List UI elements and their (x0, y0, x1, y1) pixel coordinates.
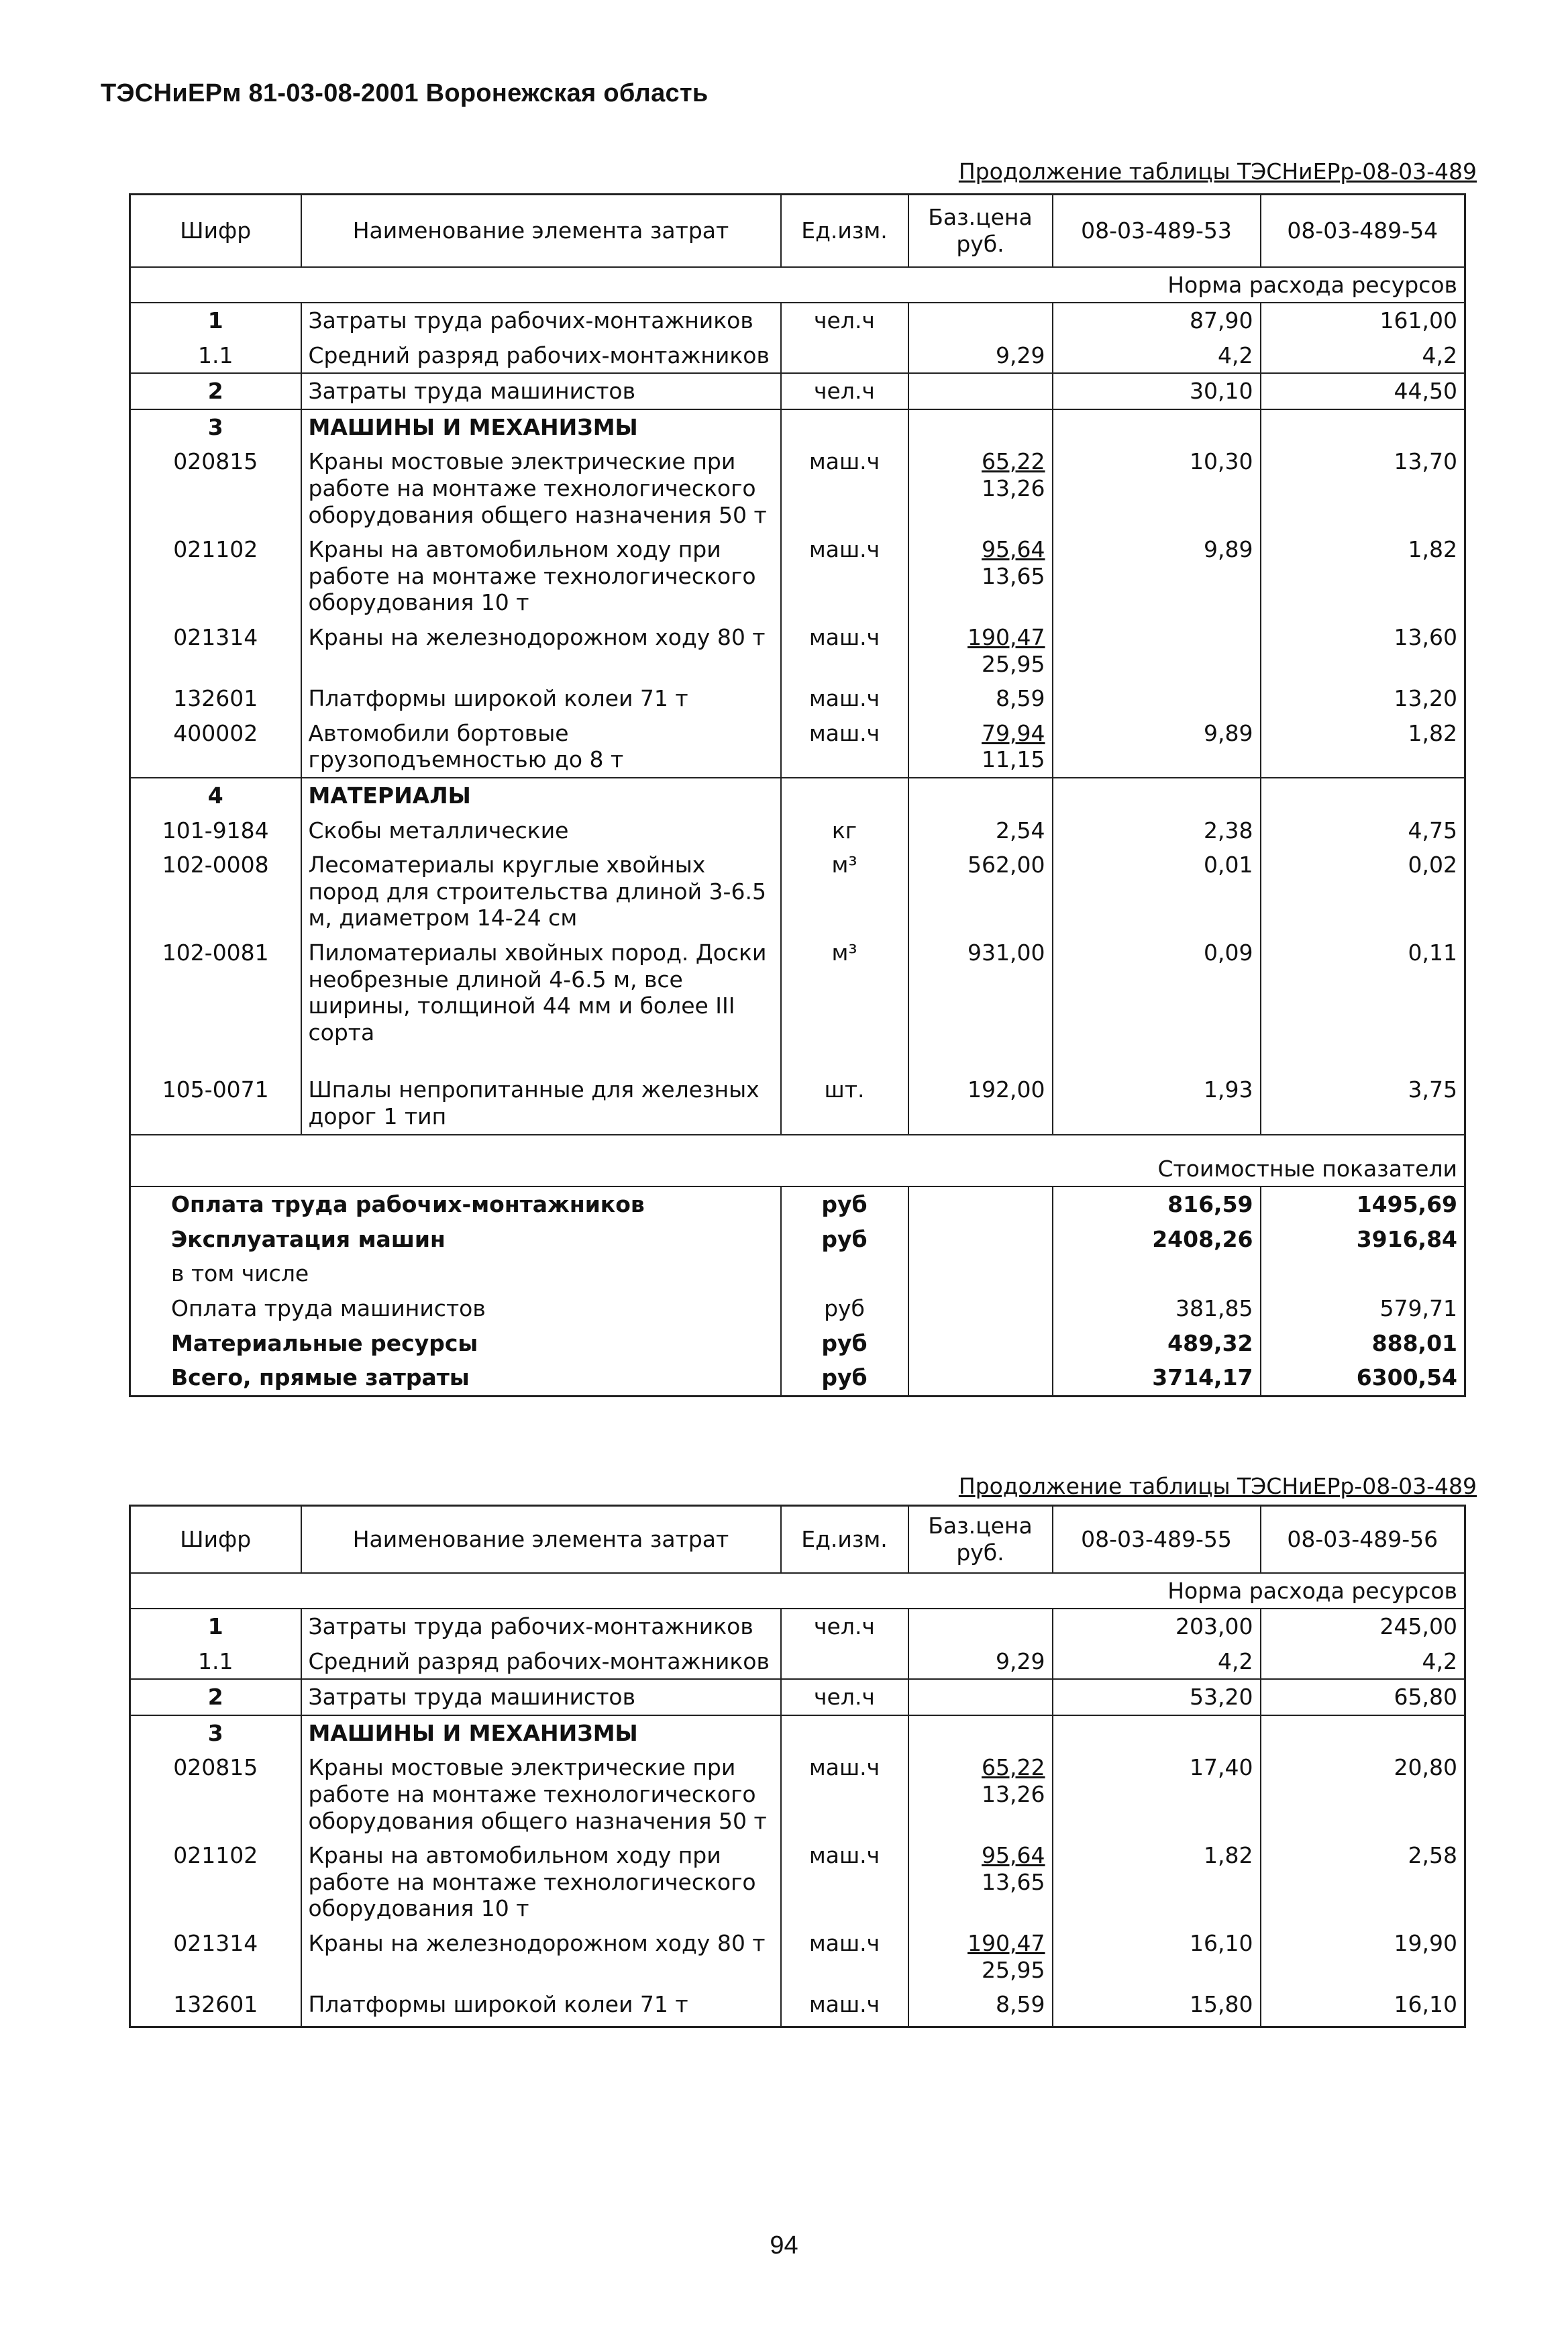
cell-unit: маш.ч (781, 716, 908, 778)
cell-value-a: 9,89 (1053, 716, 1261, 778)
cell-value-a: 53,20 (1053, 1679, 1261, 1715)
cell-code: 2 (130, 373, 301, 409)
cell-name: Платформы широкой колеи 71 т (301, 1987, 781, 2027)
cell-price (908, 620, 1053, 681)
summary-value-b: 579,71 (1261, 1291, 1465, 1326)
summary-row (130, 1186, 1465, 1222)
cell-code: 021314 (173, 624, 258, 651)
cell-value-b: 245,00 (1261, 1609, 1465, 1644)
cell-name: Краны на автомобильном ходу при работе на монтаже технологического оборудования 10 т (301, 532, 781, 620)
cell-price (908, 848, 1053, 935)
table-row (130, 1609, 1465, 1644)
cell-price (908, 778, 1053, 813)
summary-unit (781, 1256, 908, 1291)
summary-price (908, 1360, 1053, 1396)
cell-name: Краны на автомобильном ходу при работе на монтаже технологического оборудования 10 т (301, 1838, 781, 1926)
cell-price (908, 1987, 1053, 2027)
cell-value-b: 13,70 (1261, 444, 1465, 532)
cell-value-a: 15,80 (1053, 1987, 1261, 2027)
table-row (130, 303, 1465, 338)
cell-value-b: 16,10 (1261, 1987, 1465, 2027)
cell-unit (781, 778, 908, 813)
cell-unit: чел.ч (781, 1609, 908, 1644)
price-main: 8,59 (996, 1991, 1045, 2018)
cell-code: 132601 (173, 1991, 258, 2018)
cell-value-b: 161,00 (1261, 303, 1465, 338)
cell-value-a: 30,10 (1053, 373, 1261, 409)
cell-name: Затраты труда машинистов (301, 373, 781, 409)
table-row (130, 409, 1465, 445)
summary-row (130, 1360, 1465, 1396)
cell-code: 1.1 (198, 342, 233, 368)
cell-value-b: 4,75 (1261, 813, 1465, 848)
col-price: Баз.цена руб. (908, 195, 1053, 267)
table-row (130, 1050, 1465, 1134)
table-row (130, 778, 1465, 813)
cell-value-a: 1,93 (1053, 1050, 1261, 1134)
cell-name: Автомобили бортовые грузоподъемностью до 8 т (301, 716, 781, 778)
cell-price (908, 716, 1053, 778)
cell-value-a: 87,90 (1053, 303, 1261, 338)
table-row (130, 935, 1465, 1050)
table-row (130, 620, 1465, 681)
cell-value-b: 19,90 (1261, 1926, 1465, 1987)
cost-label: Стоимостные показатели (130, 1135, 1465, 1187)
table-row (130, 1838, 1465, 1926)
cell-name: Средний разряд рабочих-монтажников (301, 1644, 781, 1680)
col-name: Наименование элемента затрат (301, 1506, 781, 1573)
cell-value-a: 4,2 (1053, 338, 1261, 374)
cell-value-a: 9,89 (1053, 532, 1261, 620)
cell-value-b: 0,02 (1261, 848, 1465, 935)
summary-price (908, 1326, 1053, 1361)
table-row (130, 373, 1465, 409)
cell-name: Платформы широкой колеи 71 т (301, 681, 781, 716)
cell-unit: шт. (781, 1050, 908, 1134)
table-row (130, 532, 1465, 620)
col-unit: Ед.изм. (781, 195, 908, 267)
cell-code: 101-9184 (162, 817, 269, 844)
price-main: 190,47 (968, 1930, 1045, 1957)
table-row (130, 1715, 1465, 1751)
cell-value-b (1261, 409, 1465, 445)
page-header: ТЭСНиЕРм 81-03-08-2001 Воронежская область (101, 79, 709, 107)
table-row (130, 848, 1465, 935)
summary-price (908, 1256, 1053, 1291)
summary-unit: руб (781, 1186, 908, 1222)
cell-code: 021102 (173, 536, 258, 563)
cell-name: Скобы металлические (301, 813, 781, 848)
price-main: 9,29 (996, 342, 1045, 368)
cell-code: 021102 (173, 1842, 258, 1869)
cell-name: Средний разряд рабочих-монтажников (301, 338, 781, 374)
cell-value-a: 4,2 (1053, 1644, 1261, 1680)
cell-unit: кг (781, 813, 908, 848)
cell-value-a: 0,01 (1053, 848, 1261, 935)
summary-value-a: 381,85 (1053, 1291, 1261, 1326)
cell-value-b (1261, 778, 1465, 813)
price-main: 79,94 (982, 719, 1045, 746)
cell-unit (781, 1644, 908, 1680)
summary-unit: руб (781, 1222, 908, 1257)
cell-name: Затраты труда рабочих-монтажников (301, 1609, 781, 1644)
cell-unit: чел.ч (781, 303, 908, 338)
table-row (130, 1987, 1465, 2027)
cell-unit: чел.ч (781, 1679, 908, 1715)
cell-price (908, 338, 1053, 374)
cell-value-b (1261, 1715, 1465, 1751)
table-row (130, 681, 1465, 716)
cell-value-b: 4,2 (1261, 338, 1465, 374)
price-main: 931,00 (968, 939, 1045, 966)
table2-continuation-text: Продолжение таблицы ТЭСНиЕРр-08-03-489 (958, 1473, 1477, 1499)
cell-unit: маш.ч (781, 1926, 908, 1987)
summary-row (130, 1326, 1465, 1361)
cell-unit: маш.ч (781, 681, 908, 716)
summary-unit: руб (781, 1291, 908, 1326)
cell-price (908, 1609, 1053, 1644)
summary-row (130, 1222, 1465, 1257)
cell-code: 3 (130, 1715, 301, 1751)
norm-label: Норма расхода ресурсов (130, 267, 1465, 303)
cell-value-b: 13,20 (1261, 681, 1465, 716)
cell-price (908, 1926, 1053, 1987)
price-wage: 11,15 (982, 746, 1045, 773)
cell-price (908, 444, 1053, 532)
cell-price (908, 303, 1053, 338)
cell-name: МАШИНЫ И МЕХАНИЗМЫ (301, 409, 781, 445)
cell-price (908, 1750, 1053, 1838)
table2-continuation (959, 1473, 1477, 1499)
summary-label: Оплата труда машинистов (171, 1295, 486, 1321)
cell-price (908, 1679, 1053, 1715)
cell-code: 400002 (173, 719, 258, 746)
cell-code: 4 (130, 778, 301, 813)
cell-price (908, 409, 1053, 445)
cell-value-a: 16,10 (1053, 1926, 1261, 1987)
cell-unit: маш.ч (781, 444, 908, 532)
summary-value-a (1053, 1256, 1261, 1291)
cell-value-a (1053, 620, 1261, 681)
price-main: 190,47 (968, 624, 1045, 651)
cell-value-a (1053, 681, 1261, 716)
rates-table-1 (129, 193, 1466, 1397)
cell-value-b: 0,11 (1261, 935, 1465, 1050)
price-main: 8,59 (996, 685, 1045, 712)
summary-value-b: 3916,84 (1261, 1222, 1465, 1257)
cell-value-a: 1,82 (1053, 1838, 1261, 1926)
price-wage: 13,26 (982, 475, 1045, 502)
cell-unit: маш.ч (781, 1838, 908, 1926)
cell-name: Краны на железнодорожном ходу 80 т (301, 620, 781, 681)
price-main: 9,29 (996, 1648, 1045, 1674)
cell-price (908, 1050, 1053, 1134)
cell-code: 102-0081 (162, 939, 269, 966)
price-main: 95,64 (982, 1842, 1045, 1869)
price-main: 562,00 (968, 852, 1045, 878)
col-unit: Ед.изм. (781, 1506, 908, 1573)
cell-code: 2 (130, 1679, 301, 1715)
col-price: Баз.цена руб. (908, 1506, 1053, 1573)
price-wage: 13,65 (982, 562, 1045, 589)
cell-price (908, 681, 1053, 716)
cell-unit: м³ (781, 935, 908, 1050)
cell-price (908, 1715, 1053, 1751)
summary-value-b: 888,01 (1261, 1326, 1465, 1361)
cell-name: Краны мостовые электрические при работе на монтаже технологического оборудования общего назначения 50 т (301, 1750, 781, 1838)
cell-code: 021314 (173, 1930, 258, 1957)
cell-code: 102-0008 (162, 852, 269, 878)
cell-value-b: 1,82 (1261, 532, 1465, 620)
cell-value-b: 1,82 (1261, 716, 1465, 778)
cell-name: Краны мостовые электрические при работе на монтаже технологического оборудования общего назначения 50 т (301, 444, 781, 532)
cell-value-a (1053, 409, 1261, 445)
cell-value-a (1053, 778, 1261, 813)
price-wage: 25,95 (982, 1956, 1045, 1983)
table1-continuation-text: Продолжение таблицы ТЭСНиЕРр-08-03-489 (958, 158, 1477, 185)
col-code: Шифр (130, 1506, 301, 1573)
cell-value-b: 4,2 (1261, 1644, 1465, 1680)
cell-unit: м³ (781, 848, 908, 935)
cell-name: Шпалы непропитанные для железных дорог 1 тип (301, 1050, 781, 1134)
page-number: 94 (770, 2231, 798, 2260)
cell-code: 1 (207, 1613, 223, 1640)
cell-value-a: 203,00 (1053, 1609, 1261, 1644)
cell-price (908, 532, 1053, 620)
cell-value-a: 10,30 (1053, 444, 1261, 532)
cell-name: МАШИНЫ И МЕХАНИЗМЫ (301, 1715, 781, 1751)
cell-name: Лесоматериалы круглые хвойных пород для строительства длиной 3-6.5 м, диаметром 14-24 см (301, 848, 781, 935)
cell-value-b: 20,80 (1261, 1750, 1465, 1838)
cell-price (908, 1644, 1053, 1680)
cell-name: МАТЕРИАЛЫ (301, 778, 781, 813)
summary-label: Оплата труда рабочих-монтажников (171, 1191, 645, 1218)
price-main: 192,00 (968, 1076, 1045, 1103)
cell-code: 020815 (173, 448, 258, 475)
cell-price (908, 813, 1053, 848)
cell-name: Пиломатериалы хвойных пород. Доски необрезные длиной 4-6.5 м, все ширины, толщиной 44 мм и более III сорта (301, 935, 781, 1050)
summary-value-b: 6300,54 (1261, 1360, 1465, 1396)
cell-value-a (1053, 1715, 1261, 1751)
table-row (130, 338, 1465, 374)
table-row (130, 444, 1465, 532)
cell-price (908, 1838, 1053, 1926)
cell-unit: маш.ч (781, 1750, 908, 1838)
cell-name: Затраты труда машинистов (301, 1679, 781, 1715)
cell-unit (781, 1715, 908, 1751)
table-row (130, 716, 1465, 778)
summary-label: Всего, прямые затраты (171, 1364, 470, 1391)
summary-label: Материальные ресурсы (171, 1329, 478, 1356)
cell-value-a: 17,40 (1053, 1750, 1261, 1838)
cell-code: 1 (207, 307, 223, 334)
table2-body (130, 1573, 1465, 2027)
cell-code: 1.1 (198, 1648, 233, 1674)
cell-value-b: 3,75 (1261, 1050, 1465, 1134)
cell-unit (781, 409, 908, 445)
summary-price (908, 1186, 1053, 1222)
cell-value-b: 44,50 (1261, 373, 1465, 409)
summary-label: Эксплуатация машин (171, 1225, 446, 1252)
summary-price (908, 1222, 1053, 1257)
cell-code: 020815 (173, 1754, 258, 1781)
summary-price (908, 1291, 1053, 1326)
col-a: 08-03-489-53 (1053, 195, 1261, 267)
summary-row (130, 1291, 1465, 1326)
price-wage: 13,65 (982, 1868, 1045, 1895)
cell-unit: маш.ч (781, 532, 908, 620)
summary-value-a: 816,59 (1053, 1186, 1261, 1222)
price-main: 2,54 (996, 817, 1045, 844)
cell-unit: чел.ч (781, 373, 908, 409)
cell-value-b: 2,58 (1261, 1838, 1465, 1926)
table-row (130, 813, 1465, 848)
col-b: 08-03-489-56 (1261, 1506, 1465, 1573)
cell-unit (781, 338, 908, 374)
cell-code: 105-0071 (162, 1076, 269, 1103)
table1-body (130, 267, 1465, 1397)
price-wage: 13,26 (982, 1781, 1045, 1808)
summary-value-b (1261, 1256, 1465, 1291)
cell-name: Затраты труда рабочих-монтажников (301, 303, 781, 338)
summary-value-a: 3714,17 (1053, 1360, 1261, 1396)
col-a: 08-03-489-55 (1053, 1506, 1261, 1573)
cell-value-a: 0,09 (1053, 935, 1261, 1050)
cell-value-a: 2,38 (1053, 813, 1261, 848)
norm-label: Норма расхода ресурсов (130, 1573, 1465, 1609)
cell-value-b: 65,80 (1261, 1679, 1465, 1715)
summary-row (130, 1256, 1465, 1291)
cell-price (908, 373, 1053, 409)
cell-unit: маш.ч (781, 1987, 908, 2027)
col-b: 08-03-489-54 (1261, 195, 1465, 267)
price-main: 65,22 (982, 1754, 1045, 1781)
summary-value-a: 2408,26 (1053, 1222, 1261, 1257)
price-main: 65,22 (982, 448, 1045, 475)
cell-name: Краны на железнодорожном ходу 80 т (301, 1926, 781, 1987)
rates-table-2 (129, 1505, 1466, 2028)
summary-value-b: 1495,69 (1261, 1186, 1465, 1222)
summary-label: в том числе (171, 1260, 309, 1287)
table-row (130, 1679, 1465, 1715)
col-code: Шифр (130, 195, 301, 267)
table1-continuation (959, 158, 1477, 185)
table-row (130, 1926, 1465, 1987)
summary-value-a: 489,32 (1053, 1326, 1261, 1361)
cell-value-b: 13,60 (1261, 620, 1465, 681)
table-row (130, 1750, 1465, 1838)
cell-unit: маш.ч (781, 620, 908, 681)
price-wage: 25,95 (982, 650, 1045, 677)
cell-code: 132601 (173, 685, 258, 712)
table-row (130, 1644, 1465, 1680)
cell-price (908, 935, 1053, 1050)
col-name: Наименование элемента затрат (301, 195, 781, 267)
price-main: 95,64 (982, 536, 1045, 563)
summary-unit: руб (781, 1326, 908, 1361)
cell-code: 3 (130, 409, 301, 445)
summary-unit: руб (781, 1360, 908, 1396)
